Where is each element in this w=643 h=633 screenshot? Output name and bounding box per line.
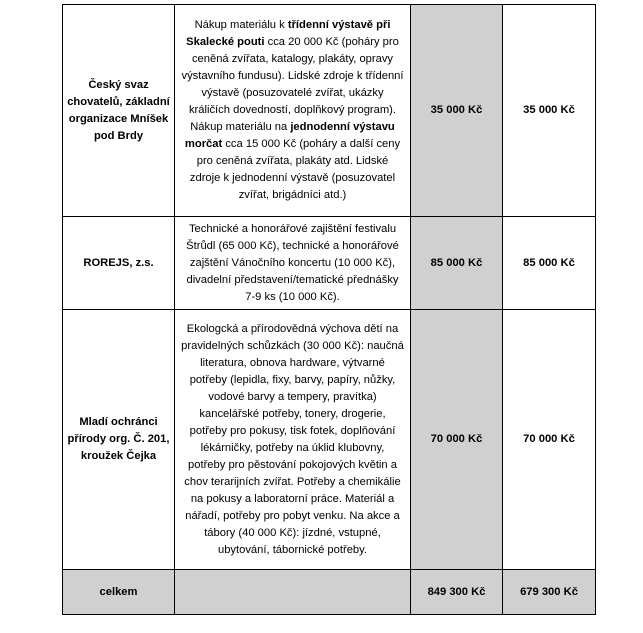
description-text-bold: třídenní výstavě při Skalecké pouti bbox=[186, 19, 391, 48]
approved-amount: 35 000 Kč bbox=[503, 5, 596, 217]
project-description bbox=[175, 310, 411, 570]
description-text: Nákup materiálu k bbox=[194, 19, 288, 31]
organization-name: ROREJS, z.s. bbox=[63, 217, 175, 310]
total-label: celkem bbox=[63, 570, 175, 615]
description-text-bold: jednodenní výstavu morčat bbox=[184, 121, 395, 150]
project-description bbox=[175, 5, 411, 217]
organization-name: Český svaz chovatelů, základní organizace Mníšek pod Brdy bbox=[63, 5, 175, 217]
organization-name: Mladí ochránci přírody org. Č. 201, kroužek Čejka bbox=[63, 310, 175, 570]
approved-amount: 85 000 Kč bbox=[503, 217, 596, 310]
description-text: cca 15 000 Kč (poháry a další ceny pro ceněná zvířata, plakáty atd. Lidské zdroje k jednodenní výstavě (posuzovatel zvířat, brigádníci atd.) bbox=[189, 138, 401, 201]
requested-amount: 85 000 Kč bbox=[411, 217, 503, 310]
description-text: Ekologcká a přírodovědná výchova dětí na pravidelných schůzkách (30 000 Kč): naučná literatura, obnova hardware, výtvarné potřeby (lepidla, fixy, barvy, papíry, nůžky, vodové barvy a tempery, pravítka) kancelářské potřeby, tonery, drogerie, potřeby pro pokusy, tisk fotek, doplňování lékárničky, potřeby na úklid klubovny, potřeby pro pěstování pokojových květin a chov terarijních zvířat. Potřeby a chemikálie na pokusy a laboratorní práce. Materiál a nářadí, potřeby pro pobyt venku. Na akce a tábory (40 000 Kč): jízdné, vstupné, ubytování, tábornické potřeby. bbox=[181, 322, 404, 556]
total-row bbox=[63, 570, 596, 615]
table-row bbox=[63, 5, 596, 217]
requested-amount: 70 000 Kč bbox=[411, 310, 503, 570]
grant-table bbox=[62, 4, 596, 615]
total-requested: 849 300 Kč bbox=[411, 570, 503, 615]
approved-amount: 70 000 Kč bbox=[503, 310, 596, 570]
total-approved: 679 300 Kč bbox=[503, 570, 596, 615]
description-text: cca 20 000 Kč (poháry pro ceněná zvířata, katalogy, plakáty, opravy výstavního fundusu). Lidské zdroje k třídenní výstavě (posuzovatelé zvířat, ukázky králičích dovedností, doplňkový program). Nákup materiálu na bbox=[181, 36, 404, 133]
description-text: Technické a honorářové zajištění festivalu Štrůdl (65 000 Kč), technické a honorářové zajštění Vánočního koncertu (10 000 Kč), divadelní představení/tematické přednášky 7-9 ks (10 000 Kč). bbox=[186, 222, 399, 303]
table-row bbox=[63, 217, 596, 310]
project-description bbox=[175, 217, 411, 310]
table-row bbox=[63, 310, 596, 570]
requested-amount: 35 000 Kč bbox=[411, 5, 503, 217]
total-empty-cell bbox=[175, 570, 411, 615]
